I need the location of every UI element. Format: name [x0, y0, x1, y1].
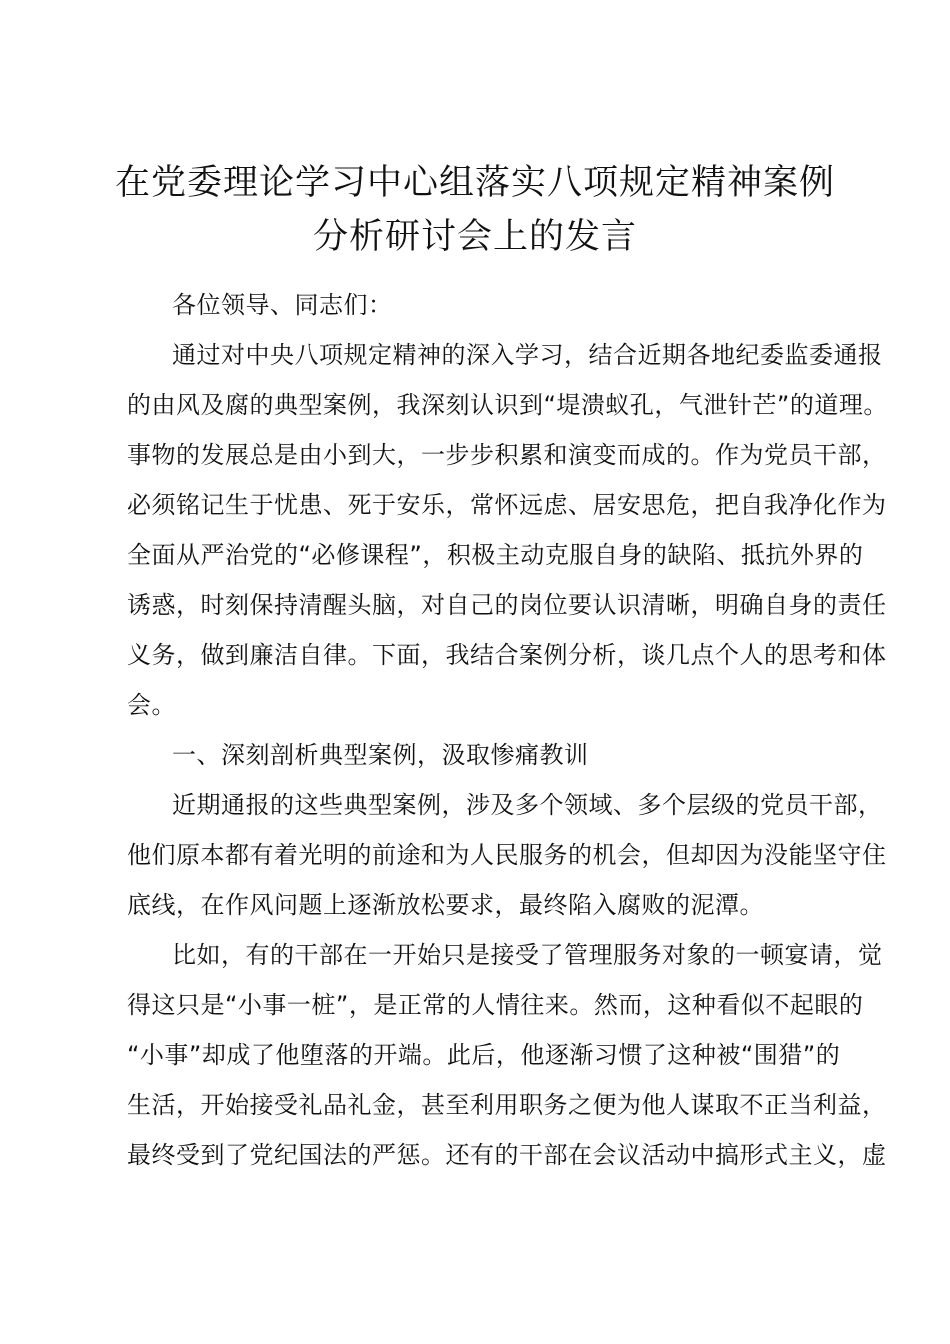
paragraph-line: “小事”却成了他堕落的开端。此后，他逐渐习惯了这种被“围猎”的 — [127, 1041, 841, 1069]
paragraph-line: 义务，做到廉洁自律。下面，我结合案例分析，谈几点个人的思考和体 — [127, 641, 887, 669]
paragraph-line: 近期通报的这些典型案例，涉及多个领域、多个层级的党员干部， — [172, 791, 883, 819]
paragraph-line: 他们原本都有着光明的前途和为人民服务的机会，但却因为没能坚守住 — [127, 841, 887, 869]
document-title-line-2: 分析研讨会上的发言 — [312, 217, 637, 257]
paragraph-line: 最终受到了党纪国法的严惩。还有的干部在会议活动中搞形式主义，虚 — [127, 1141, 887, 1169]
section-heading: 一、深刻剖析典型案例，汲取惨痛教训 — [172, 741, 589, 769]
paragraph-line: 底线，在作风问题上逐渐放松要求，最终陷入腐败的泥潭。 — [127, 891, 764, 919]
paragraph-line: 通过对中央八项规定精神的深入学习，结合近期各地纪委监委通报 — [172, 341, 883, 369]
paragraph-line: 的由风及腐的典型案例，我深刻认识到“堤溃蚁孔，气泄针芒”的道理。 — [127, 391, 888, 419]
paragraph-line: 全面从严治党的“必修课程”，积极主动克服自身的缺陷、抵抗外界的 — [127, 541, 864, 569]
paragraph-line: 必须铭记生于忧患、死于安乐，常怀远虑、居安思危，把自我净化作为 — [127, 491, 887, 519]
paragraph-line: 生活，开始接受礼品礼金，甚至利用职务之便为他人谋取不正当利益， — [127, 1091, 887, 1119]
paragraph-line: 事物的发展总是由小到大，一步步积累和演变而成的。作为党员干部， — [127, 441, 887, 469]
salutation: 各位领导、同志们： — [172, 291, 393, 319]
paragraph-line: 比如，有的干部在一开始只是接受了管理服务对象的一顿宴请，觉 — [172, 941, 883, 969]
document-title-line-1: 在党委理论学习中心组落实八项规定精神案例 — [114, 163, 835, 203]
paragraph-line: 得这只是“小事一桩”，是正常的人情往来。然而，这种看似不起眼的 — [127, 991, 864, 1019]
paragraph-line: 诱惑，时刻保持清醒头脑，对自己的岗位要认识清晰，明确自身的责任 — [127, 591, 887, 619]
paragraph-line: 会。 — [127, 691, 176, 719]
